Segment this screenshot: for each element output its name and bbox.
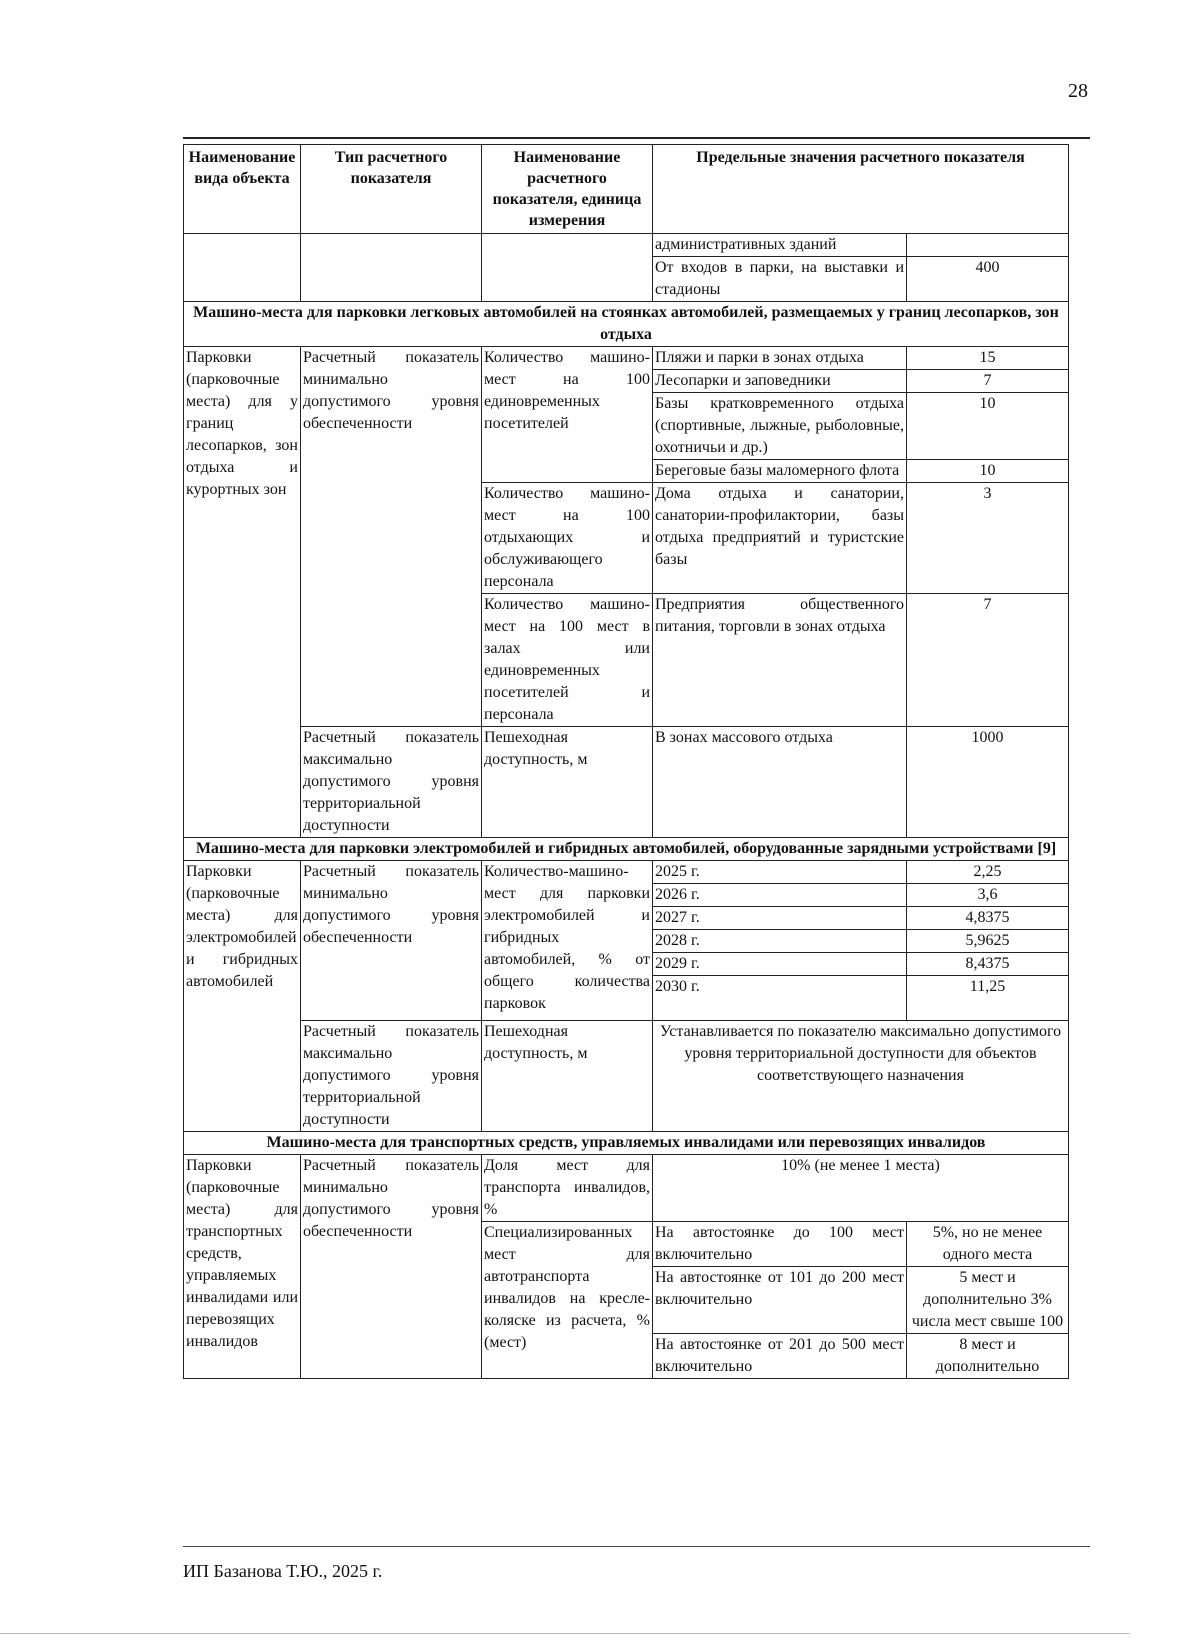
limit-label: Лесопарки и заповедники [653, 370, 907, 393]
limit-value: 400 [907, 257, 1069, 302]
empty-cell [184, 234, 301, 302]
table-row [184, 1155, 1069, 1222]
section-header-row [184, 302, 1069, 347]
indicator-name: Пешеходная доступность, м [482, 727, 653, 838]
limit-value: 3 [907, 483, 1069, 594]
year-value: 5,9625 [907, 930, 1069, 953]
footer-rule [183, 1546, 1090, 1547]
limit-label: В зонах массового отдыха [653, 727, 907, 838]
limit-value: 10% (не менее 1 места) [653, 1155, 1069, 1222]
year-label: 2027 г. [653, 907, 907, 930]
header-object: Наименование вида объекта [184, 145, 301, 234]
object-name: Парковки (парковочные места) для у границ лесопарков, зон отдыха и курортных зон [184, 347, 301, 838]
year-label: 2026 г. [653, 884, 907, 907]
section-header-row [184, 1132, 1069, 1155]
limit-label: административных зданий [653, 234, 907, 257]
limit-value: 8 мест и дополнительно [907, 1334, 1069, 1379]
section-header-row [184, 838, 1069, 861]
indicator-type: Расчетный показатель максимально допустимого уровня территориальной доступности [301, 727, 482, 838]
limit-value: 7 [907, 370, 1069, 393]
section-title: Машино-места для парковки электромобилей и гибридных автомобилей, оборудованные зарядными устройствами [9] [184, 838, 1069, 861]
page-edge-line [0, 1633, 1130, 1634]
limit-label: От входов в парки, на выставки и стадионы [653, 257, 907, 302]
footer-text: ИП Базанова Т.Ю., 2025 г. [183, 1561, 383, 1581]
header-limits: Предельные значения расчетного показателя [653, 145, 1069, 234]
indicator-name: Количество машино-мест на 100 отдыхающих и обслуживающего персонала [482, 483, 653, 594]
limit-label: Дома отдыха и санатории, санатории-профилактории, базы отдыха предприятий и туристские базы [653, 483, 907, 594]
limit-value: 1000 [907, 727, 1069, 838]
section-title: Машино-места для парковки легковых автомобилей на стоянках автомобилей, размещаемых у границ лесопарков, зон отдыха [184, 302, 1069, 347]
year-value: 3,6 [907, 884, 1069, 907]
year-label: 2028 г. [653, 930, 907, 953]
year-value: 8,4375 [907, 953, 1069, 976]
table-row [184, 1021, 1069, 1132]
object-name: Парковки (парковочные места) для транспортных средств, управляемых инвалидами или перевозящих инвалидов [184, 1155, 301, 1379]
limit-text: Устанавливается по показателю максимально допустимого уровня территориальной доступности для объектов соответствующего назначения [653, 1021, 1069, 1132]
indicator-name: Количество машино-мест на 100 мест в залах или единовременных посетителей и персонала [482, 594, 653, 727]
year-label: 2029 г. [653, 953, 907, 976]
indicator-name: Пешеходная доступность, м [482, 1021, 653, 1132]
header-row [184, 145, 1069, 234]
header-indicator: Наименование расчетного показателя, единица измерения [482, 145, 653, 234]
year-value: 11,25 [907, 976, 1069, 1021]
empty-cell [907, 234, 1069, 257]
limit-label: Предприятия общественного питания, торговли в зонах отдыха [653, 594, 907, 727]
indicator-type: Расчетный показатель максимально допустимого уровня территориальной доступности [301, 1021, 482, 1132]
object-name: Парковки (парковочные места) для электромобилей и гибридных автомобилей [184, 861, 301, 1132]
norms-table [183, 144, 1069, 1379]
page-number: 28 [1068, 80, 1088, 102]
section-title: Машино-места для транспортных средств, управляемых инвалидами или перевозящих инвалидов [184, 1132, 1069, 1155]
limit-label: Береговые базы маломерного флота [653, 460, 907, 483]
indicator-type: Расчетный показатель минимально допустимого уровня обеспеченности [301, 347, 482, 727]
year-label: 2030 г. [653, 976, 907, 1021]
indicator-type: Расчетный показатель минимально допустимого уровня обеспеченности [301, 1155, 482, 1379]
table-row [184, 234, 1069, 257]
limit-label: Базы кратковременного отдыха (спортивные, лыжные, рыболовные, охотничьи и др.) [653, 393, 907, 460]
year-value: 2,25 [907, 861, 1069, 884]
limit-value: 7 [907, 594, 1069, 727]
year-label: 2025 г. [653, 861, 907, 884]
limit-value: 5%, но не менее одного места [907, 1222, 1069, 1267]
limit-value: 5 мест и дополнительно 3% числа мест свыше 100 [907, 1267, 1069, 1334]
empty-cell [482, 234, 653, 302]
indicator-type: Расчетный показатель минимально допустимого уровня обеспеченности [301, 861, 482, 1021]
limit-label: На автостоянке до 100 мест включительно [653, 1222, 907, 1267]
table-row [184, 727, 1069, 838]
header-type: Тип расчетного показателя [301, 145, 482, 234]
year-value: 4,8375 [907, 907, 1069, 930]
limit-label: Пляжи и парки в зонах отдыха [653, 347, 907, 370]
header-rule [183, 137, 1090, 139]
limit-label: На автостоянке от 201 до 500 мест включительно [653, 1334, 907, 1379]
limit-value: 15 [907, 347, 1069, 370]
empty-cell [301, 234, 482, 302]
table-row [184, 861, 1069, 884]
limit-label: На автостоянке от 101 до 200 мест включительно [653, 1267, 907, 1334]
indicator-name: Количество машино-мест на 100 единовременных посетителей [482, 347, 653, 483]
table-row [184, 347, 1069, 370]
indicator-name: Количество-машино-мест для парковки электромобилей и гибридных автомобилей, % от общего количества парковок [482, 861, 653, 1021]
limit-value: 10 [907, 393, 1069, 460]
indicator-name: Доля мест для транспорта инвалидов, % [482, 1155, 653, 1222]
indicator-name: Специализированных мест для автотранспорта инвалидов на кресле-коляске из расчета, % (мест) [482, 1222, 653, 1379]
limit-value: 10 [907, 460, 1069, 483]
